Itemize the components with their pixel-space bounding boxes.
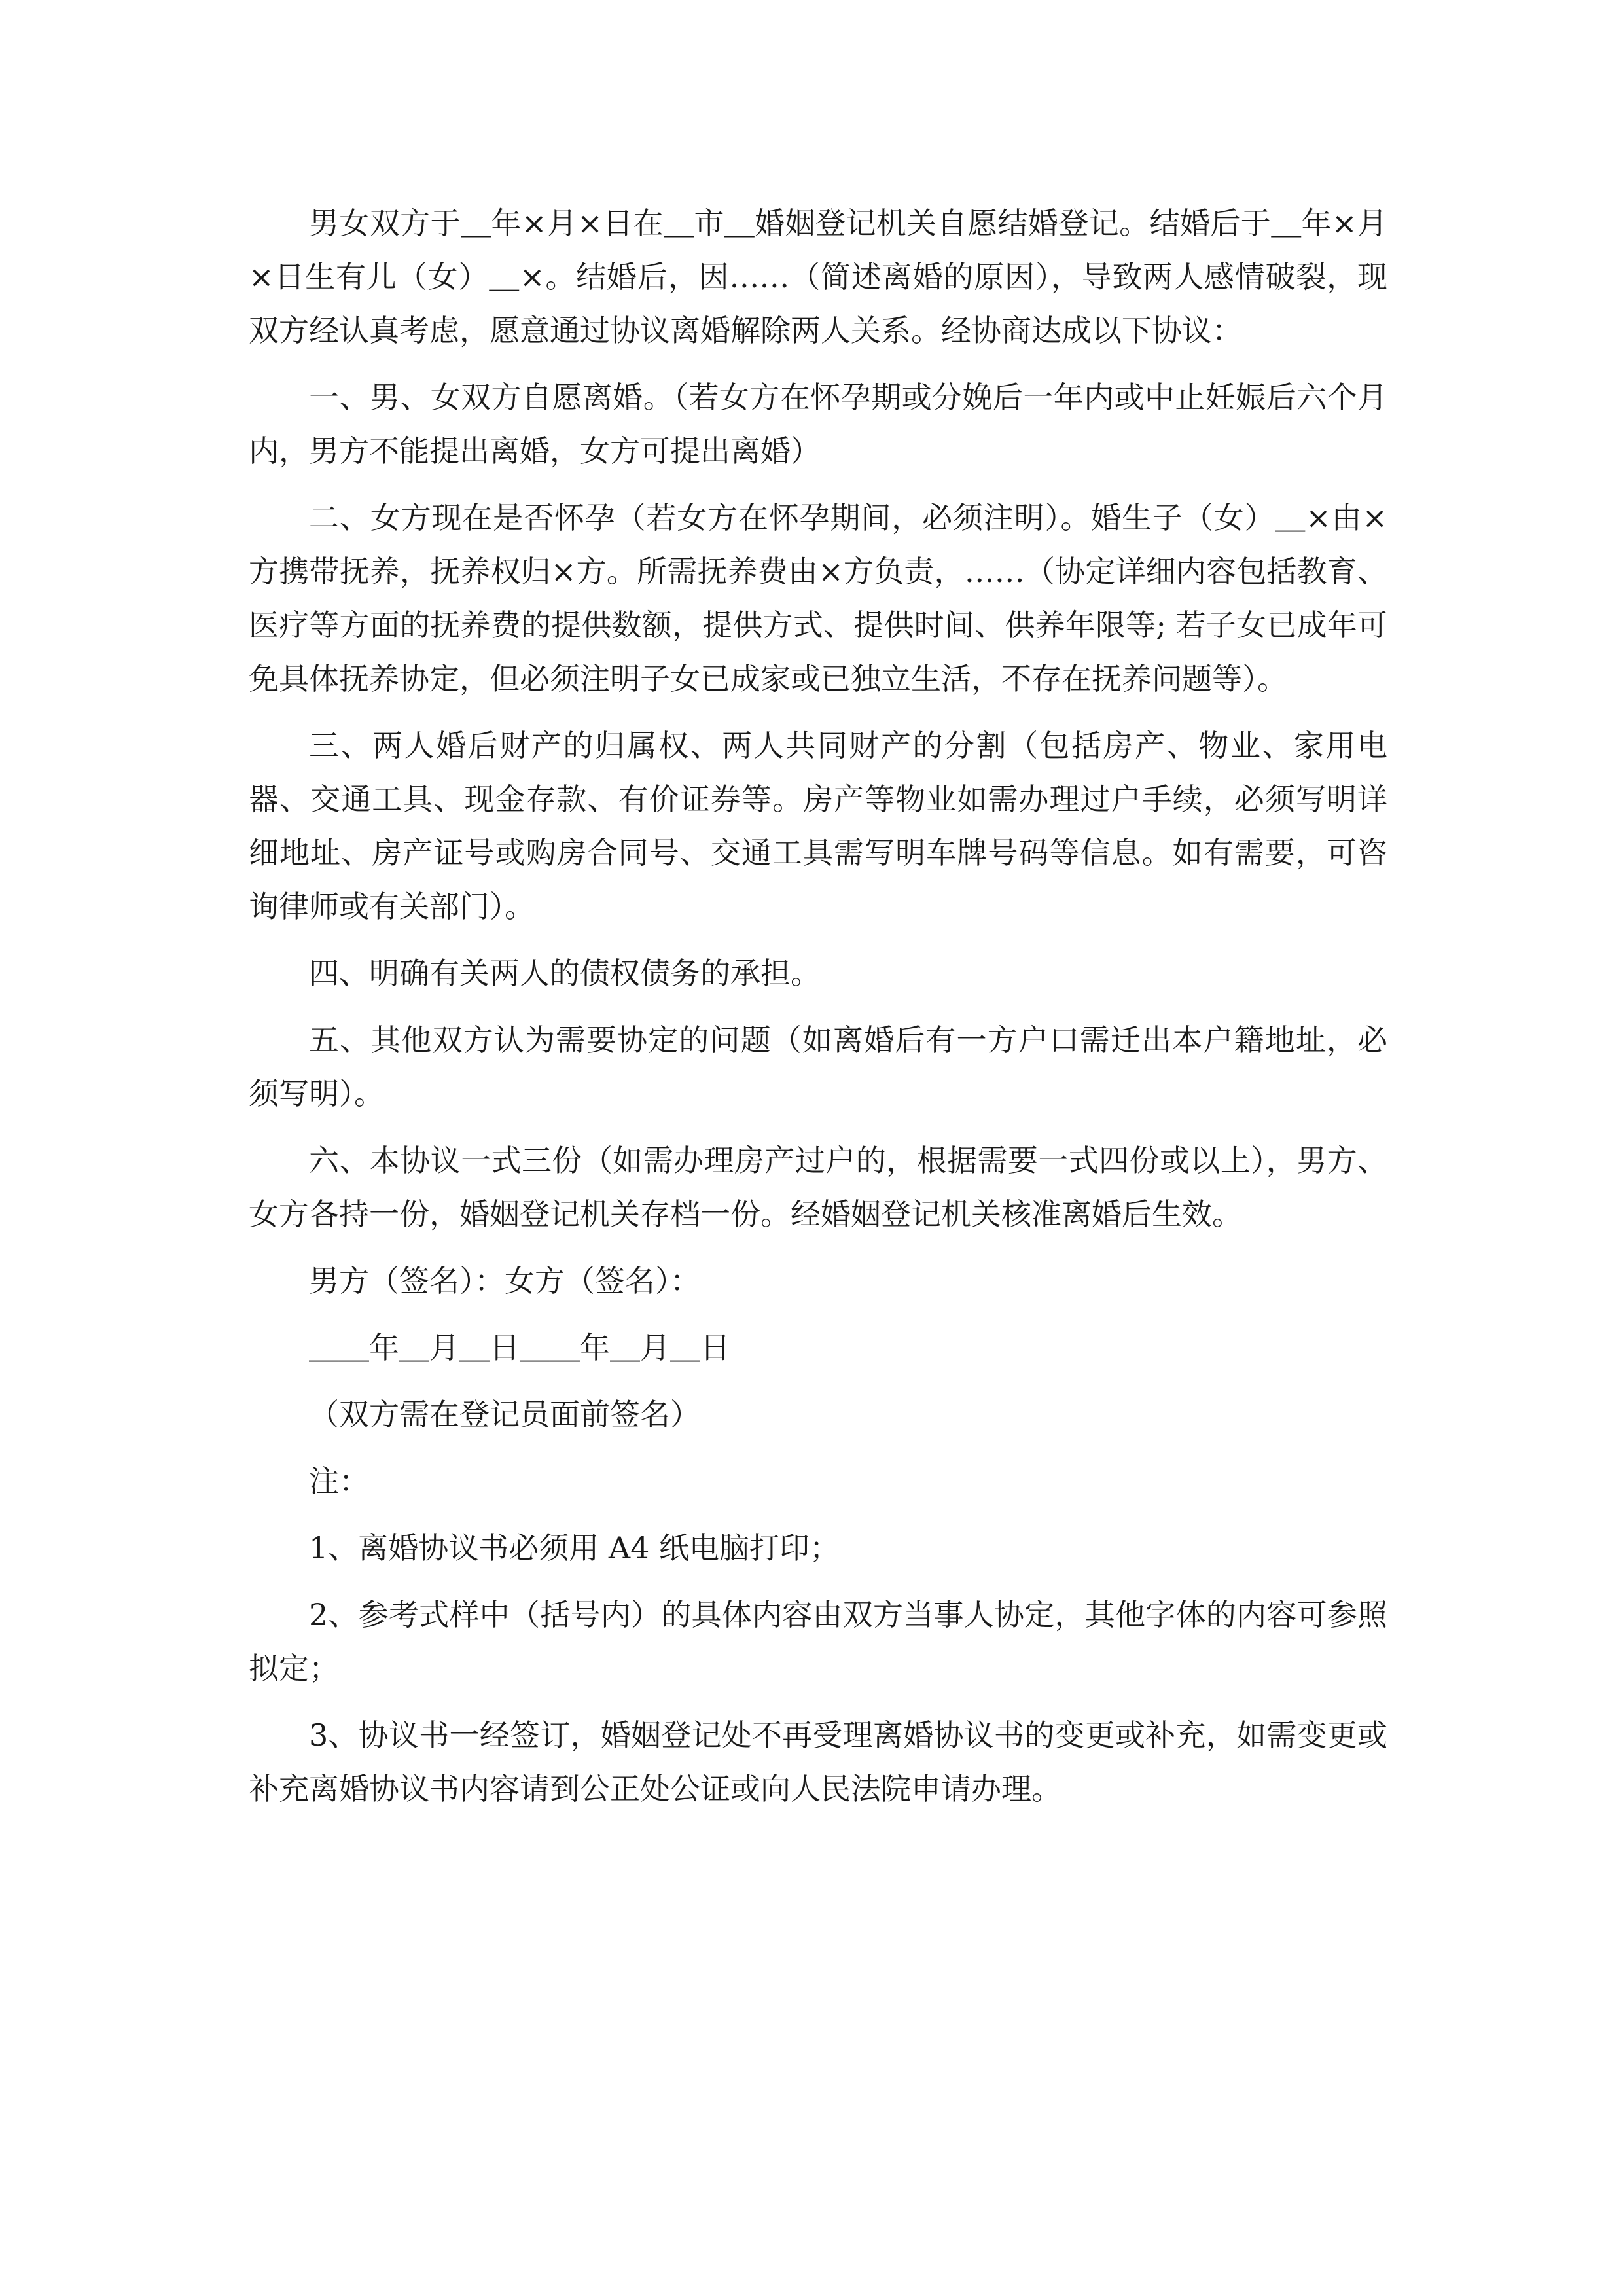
clause-5: 五、其他双方认为需要协定的问题（如离婚后有一方户口需迁出本户籍地址，必须写明）。: [249, 1022, 1387, 1111]
clause-3: 三、两人婚后财产的归属权、两人共同财产的分割（包括房产、物业、家用电器、交通工具、现金存款、有价证券等。房产等物业如需办理过户手续，必须写明详细地址、房产证号或购房合同号、交通工具需写明车牌号码等信息。如有需要，可咨询律师或有关部门）。: [249, 728, 1387, 924]
clause-1: 一、男、女双方自愿离婚。（若女方在怀孕期或分娩后一年内或中止妊娠后六个月内，男方不能提出离婚，女方可提出离婚）: [249, 380, 1387, 469]
note-1: 1、离婚协议书必须用 A4 纸电脑打印；: [309, 1530, 840, 1566]
notes-heading: 注：: [309, 1463, 369, 1499]
intro-paragraph: 男女双方于＿年×月×日在＿市＿婚姻登记机关自愿结婚登记。结婚后于＿年×月×日生有儿（女）＿×。结婚后，因……（简述离婚的原因），导致两人感情破裂，现双方经认真考虑，愿意通过协议离婚解除两人关系。经协商达成以下协议：: [249, 206, 1387, 348]
note-2: 2、参考式样中（括号内）的具体内容由双方当事人协定，其他字体的内容可参照拟定；: [249, 1597, 1387, 1686]
signature-line: 男方（签名）：女方（签名）：: [309, 1263, 700, 1299]
note-3: 3、协议书一经签订，婚姻登记处不再受理离婚协议书的变更或补充，如需变更或补充离婚协议书内容请到公正处公证或向人民法院申请办理。: [249, 1717, 1387, 1806]
clause-2: 二、女方现在是否怀孕（若女方在怀孕期间，必须注明）。婚生子（女）＿×由×方携带抚养，抚养权归×方。所需抚养费由×方负责，……（协定详细内容包括教育、医疗等方面的抚养费的提供数额，提供方式、提供时间、供养年限等; 若子女已成年可免具体抚养协定，但必须注明子女已成家或已独立生活，不存在抚养问题等）。: [249, 500, 1387, 696]
clause-6: 六、本协议一式三份（如需办理房产过户的，根据需要一式四份或以上），男方、女方各持一份，婚姻登记机关存档一份。经婚姻登记机关核准离婚后生效。: [249, 1143, 1387, 1232]
document-body: [249, 196, 1387, 1829]
sign-note: （双方需在登记员面前签名）: [309, 1397, 700, 1432]
clause-4: 四、明确有关两人的债权债务的承担。: [309, 956, 821, 991]
date-line: ＿＿年＿月＿日＿＿年＿月＿日: [309, 1330, 730, 1365]
